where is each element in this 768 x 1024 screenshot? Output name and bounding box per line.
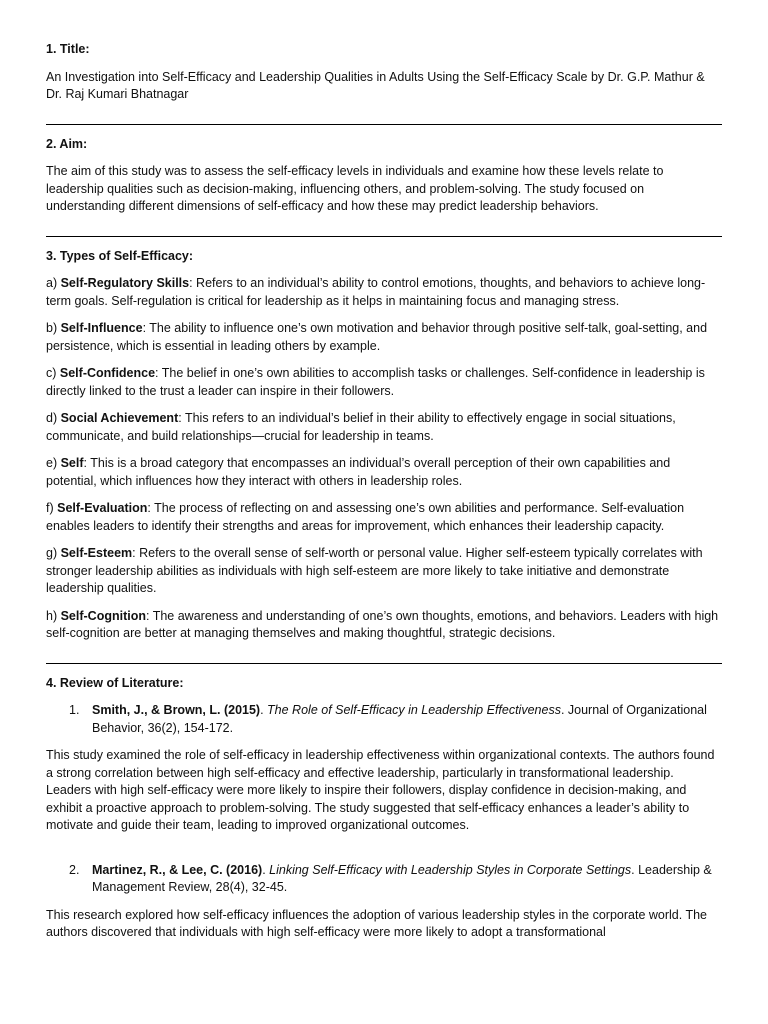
section-heading-aim: 2. Aim:: [46, 136, 88, 151]
aim-text: The aim of this study was to assess the self-efficacy levels in individuals and examine how these levels relate to leadership qualities such as decision-making, influencing others, and problem-solving. The study focused on understanding different dimensions of self-efficacy and how these may predict leadership behaviors.: [46, 164, 664, 213]
reference-title: Linking Self-Efficacy with Leadership Styles in Corporate Settings: [269, 862, 632, 877]
type-item-term: Self: [60, 456, 84, 470]
types-list: [46, 275, 722, 643]
reference-number: 2.: [69, 862, 80, 877]
type-item-prefix: g): [46, 546, 61, 560]
type-item-prefix: b): [46, 321, 61, 335]
reference-separator: .: [260, 703, 268, 717]
type-item-social-achievement: [46, 410, 722, 445]
type-item-self-confidence: [46, 365, 722, 400]
section-divider: [46, 124, 722, 125]
type-item-self: [46, 455, 722, 490]
type-item-self-evaluation: [46, 500, 722, 535]
type-item-prefix: h): [46, 608, 61, 623]
section-heading-title: 1. Title:: [46, 42, 90, 56]
type-item-term: Self-Confidence: [59, 366, 156, 380]
reference-title: The Role of Self-Efficacy in Leadership Effectiveness: [267, 703, 561, 717]
type-item-description: : This refers to an individual’s belief in their ability to effectively engage in social situations, communicate, and build relationships—crucial for leadership in teams.: [46, 411, 676, 443]
type-item-term: Self-Esteem: [60, 546, 133, 560]
type-item-description: : The process of reflecting on and assessing one’s own abilities and performance. Self-evaluation enables leaders to identify their strengths and areas for improvement, which enhances their leadership capacity.: [46, 501, 685, 533]
type-item-self-cognition: [46, 608, 722, 643]
type-item-description: : The belief in one’s own abilities to accomplish tasks or challenges. Self-confidence in leadership is directly linked to the trust a leader can inspire in their followers.: [46, 366, 705, 398]
reference-source: . Leadership & Management Review, 28(4), 32-45.: [92, 862, 712, 894]
reference-authors: Martinez, R., & Lee, C. (2016): [92, 862, 263, 877]
section-heading-types: 3. Types of Self-Efficacy:: [46, 248, 194, 263]
study-title-text: An Investigation into Self-Efficacy and Leadership Qualities in Adults Using the Self-Efficacy Scale by Dr. G.P. Mathur & Dr. Raj Kumari Bhatnagar: [46, 69, 705, 101]
type-item-term: Self-Regulatory Skills: [60, 276, 190, 290]
reference-entry: [46, 702, 722, 737]
reference-citation: [92, 702, 722, 737]
type-item-self-influence: [46, 320, 722, 355]
type-item-term: Self-Evaluation: [57, 501, 148, 515]
type-item-description: : Refers to the overall sense of self-worth or personal value. Higher self-esteem typically correlates with stronger leadership abilities as individuals with high self-esteem are more likely to take initiative and demonstrate leadership qualities.: [46, 546, 703, 595]
reference-source: . Journal of Organizational Behavior, 36(2), 154-172.: [92, 703, 707, 735]
reference-separator: .: [262, 862, 270, 877]
type-item-self-regulatory-skills: [46, 275, 722, 310]
type-item-term: Social Achievement: [60, 411, 179, 425]
section-heading-literature: 4. Review of Literature:: [46, 675, 184, 690]
type-item-description: : The awareness and understanding of one’s own thoughts, emotions, and behaviors. Leaders with high self-cognition are better at managing themselves and making thoughtful, strategic decisions.: [46, 608, 719, 640]
type-item-prefix: c): [46, 366, 60, 380]
type-item-prefix: d): [46, 411, 61, 425]
section-divider: [46, 663, 722, 664]
type-item-prefix: e): [46, 456, 61, 470]
type-item-term: Self-Cognition: [60, 608, 146, 623]
type-item-self-esteem: [46, 545, 722, 598]
type-item-description: : Refers to an individual’s ability to control emotions, thoughts, and behaviors to achieve long-term goals. Self-regulation is critical for leadership as it helps in maintaining focus and managing stress.: [46, 276, 706, 308]
reference-entry: [46, 862, 722, 897]
reference-number: 1.: [69, 703, 80, 717]
type-item-term: Self-Influence: [60, 321, 143, 335]
reference-summary: This research explored how self-efficacy influences the adoption of various leadership styles in the corporate world. The authors discovered that individuals with high self-efficacy were more likely to adopt a transformational: [46, 907, 708, 939]
section-divider: [46, 236, 722, 237]
reference-authors: Smith, J., & Brown, L. (2015): [92, 703, 261, 717]
type-item-description: : The ability to influence one’s own motivation and behavior through positive self-talk, goal-setting, and persistence, which is essential in leading others by example.: [46, 321, 708, 353]
document-body: [46, 41, 722, 942]
type-item-description: : This is a broad category that encompasses an individual’s overall perception of their own capabilities and potential, which influences how they interact with others in leadership roles.: [46, 456, 671, 488]
type-item-prefix: a): [46, 276, 61, 290]
reference-citation: [92, 862, 722, 897]
reference-summary: This study examined the role of self-efficacy in leadership effectiveness within organizational contexts. The authors found a strong correlation between high self-efficacy and effective leadership, particularly in transformational leadership. Leaders with high self-efficacy were more likely to inspire their followers, display confidence in decision-making, and exhibit a proactive approach to problem-solving. The study suggested that self-efficacy enhances a leader’s ability to motivate and guide their team, leading to improved organizational outcomes.: [46, 748, 715, 832]
type-item-prefix: f): [46, 501, 58, 515]
